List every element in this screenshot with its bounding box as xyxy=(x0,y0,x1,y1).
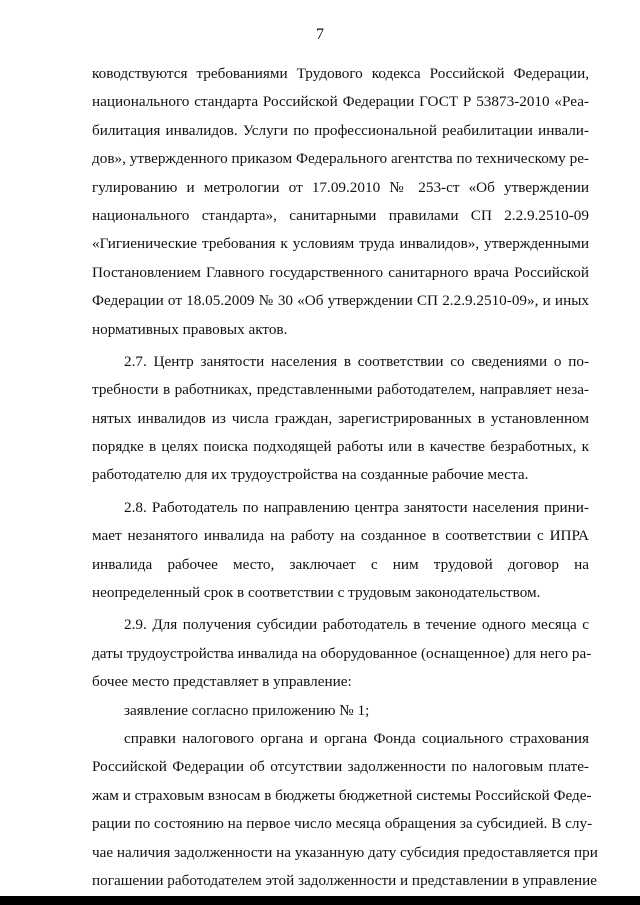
text-line: жам и страховым взносам в бюджеты бюджетной системы Российской Феде- xyxy=(92,786,592,804)
paragraph-2-9 xyxy=(92,611,592,696)
text-line: «Гигиенические требования к условиям труда инвалидов», утвержденными xyxy=(92,235,589,253)
text-line: 2.9. Для получения субсидии работодатель в течение одного месяца с xyxy=(124,616,589,634)
text-line: Постановлением Главного государственного санитарного врача Российской xyxy=(92,263,589,281)
paragraph-2-7 xyxy=(92,348,589,490)
text-line: погашении работодателем этой задолженности и представлении в управление xyxy=(92,871,598,889)
page-number: 7 xyxy=(316,26,324,43)
text-line: порядке в целях поиска подходящей работы или в качестве безработных, к xyxy=(92,438,589,456)
text-line: 2.7. Центр занятости населения в соответствии со сведениями о по- xyxy=(124,352,589,370)
text-line: нормативных правовых актов. xyxy=(92,320,288,338)
text-line: нятых инвалидов из числа граждан, зарегистрированных в установленном xyxy=(92,409,589,427)
paragraph-2-8 xyxy=(92,494,589,608)
text-line: Российской Федерации об отсутствии задолженности по налоговым плате- xyxy=(92,758,589,776)
text-line: национального стандарта», санитарными правилами СП 2.2.9.2510-09 xyxy=(92,206,589,224)
paragraph-requirements xyxy=(92,60,589,344)
text-line: рации по состоянию на первое число месяца обращения за субсидией. В слу- xyxy=(92,815,593,833)
text-line: гулированию и метрологии от 17.09.2010 № 253-ст «Об утверждении xyxy=(92,178,589,196)
text-line: заявление согласно приложению № 1; xyxy=(124,701,370,719)
text-line: бочее место представляет в управление: xyxy=(92,673,352,691)
text-line: чае наличия задолженности на указанную дату субсидия предоставляется при xyxy=(92,843,598,861)
text-line: Федерации от 18.05.2009 № 30 «Об утверждении СП 2.2.9.2510-09», и иных xyxy=(92,292,589,310)
text-line: ководствуются требованиями Трудового кодекса Российской Федерации, xyxy=(92,65,589,82)
text-line: требности в работниках, представленными работодателем, направляет неза- xyxy=(92,381,589,399)
text-line: инвалида рабочее место, заключает с ним трудовой договор на xyxy=(92,555,589,573)
text-line: мает незанятого инвалида на работу на созданное в соответствии с ИПРА xyxy=(92,527,589,545)
text-line: неопределенный срок в соответствии с трудовым законодательством. xyxy=(92,584,541,602)
text-line: национального стандарта Российской Федерации ГОСТ Р 53873-2010 «Реа- xyxy=(92,93,589,111)
text-line: 2.8. Работодатель по направлению центра занятости населения прини- xyxy=(124,498,589,516)
text-line: работодателю для их трудоустройства на созданные рабочие места. xyxy=(92,466,529,484)
paragraph-tax-certificates xyxy=(92,725,598,895)
text-line: дов», утвержденного приказом Федерального агентства по техническому ре- xyxy=(92,150,589,168)
scan-border-bar xyxy=(0,896,640,905)
text-line: билитация инвалидов. Услуги по профессиональной реабилитации инвали- xyxy=(92,121,589,139)
paragraph-application xyxy=(92,697,589,725)
text-line: даты трудоустройства инвалида на оборудованное (оснащенное) для него ра- xyxy=(92,644,592,662)
text-line: справки налогового органа и органа Фонда социального страхования xyxy=(124,729,589,747)
document-body xyxy=(92,60,598,895)
